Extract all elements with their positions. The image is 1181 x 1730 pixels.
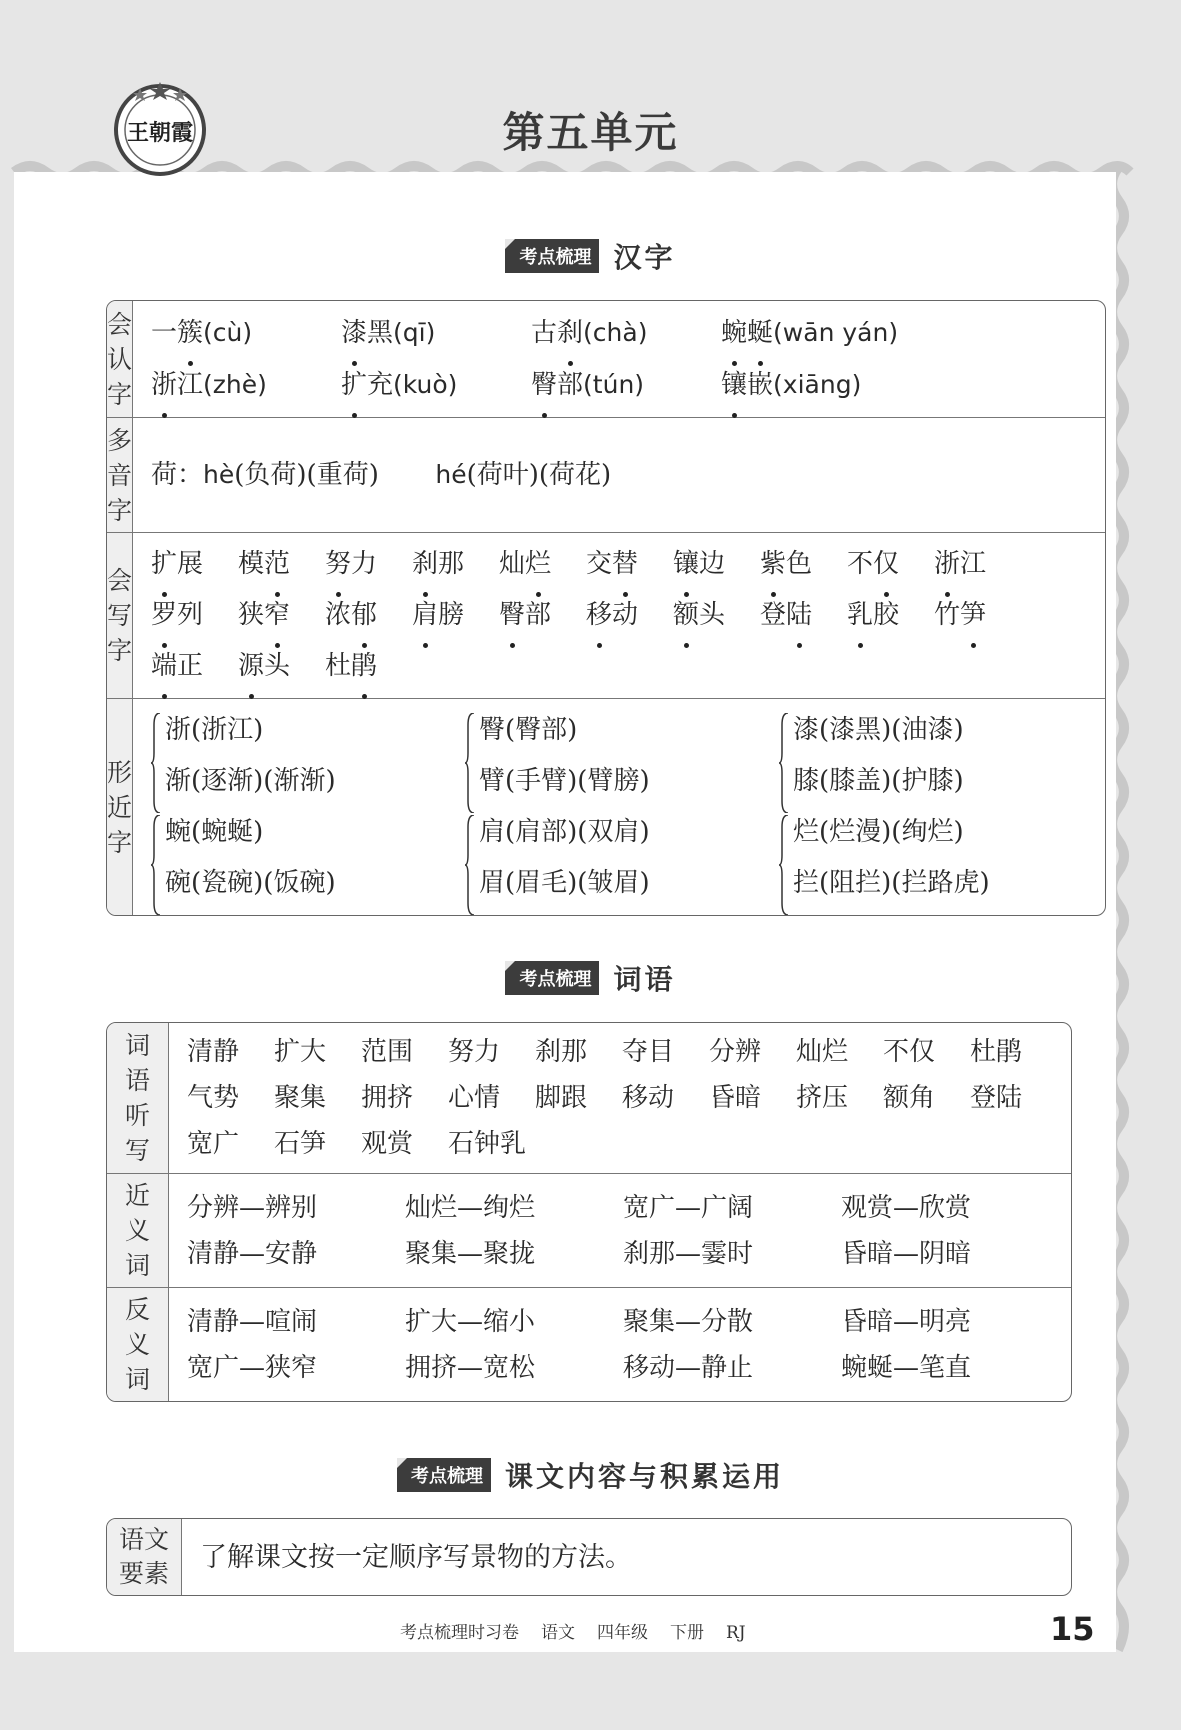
- similar-char-line: 臂(手臂)(臂膀): [479, 766, 650, 796]
- char: 臀: [499, 590, 525, 641]
- ciyu-table: [106, 1022, 1072, 1402]
- recognize-word: [341, 307, 531, 359]
- pair-row: [187, 1299, 1059, 1345]
- char: 范: [264, 539, 290, 590]
- similar-char-group: [779, 807, 1093, 909]
- synonym-pair: 灿烂—绚烂: [405, 1192, 536, 1223]
- dictation-word: 脚跟: [535, 1083, 588, 1113]
- char: 扩: [151, 539, 177, 590]
- char: 浙: [151, 360, 177, 411]
- row-label: 会 写 字: [107, 532, 133, 698]
- logo-text: 王朝霞: [126, 120, 194, 146]
- write-word: [847, 590, 934, 641]
- write-word: [934, 590, 1021, 641]
- section-title: 课文内容与积累运用: [504, 1460, 784, 1493]
- char: 江: [960, 549, 987, 579]
- dictation-word: 努力: [448, 1037, 501, 1067]
- antonym-pair: 蜿蜒—笔直: [841, 1352, 972, 1383]
- pair-row: [187, 1231, 1059, 1277]
- dictation-word: 石钟乳: [448, 1129, 527, 1159]
- word-row: [151, 359, 1093, 411]
- group-row: [151, 705, 1093, 807]
- char: 竹: [934, 600, 961, 630]
- similar-char-line: 肩(肩部)(双肩): [479, 817, 650, 847]
- write-word: [325, 641, 412, 692]
- row-label: 多 音 字: [107, 417, 133, 532]
- char: 刹: [557, 308, 583, 359]
- char: 臀: [531, 360, 557, 411]
- char: 替: [612, 539, 638, 590]
- row-xingjinzi: [107, 698, 1105, 915]
- dictation-word: 登陆: [970, 1083, 1023, 1113]
- pinyin: (chà): [583, 318, 648, 347]
- recognize-word: [151, 359, 341, 411]
- brace-icon: [779, 713, 789, 813]
- similar-char-line: 臀(臀部): [479, 715, 578, 745]
- char: 刹: [412, 539, 438, 590]
- char: 杜: [325, 651, 352, 681]
- write-word: [934, 539, 1021, 590]
- char: 镶: [673, 539, 699, 590]
- dictation-word: 宽广: [187, 1129, 240, 1159]
- write-word: [151, 641, 238, 692]
- xingjinzi-content: [133, 698, 1105, 915]
- section-header-hanzi: [0, 236, 1181, 276]
- dictation-word: 杜鹃: [970, 1037, 1023, 1067]
- recognize-word: [721, 359, 861, 411]
- char: 一: [151, 318, 178, 348]
- dictation-word: 范围: [361, 1037, 414, 1067]
- row-label: 语文 要素: [107, 1519, 182, 1595]
- footer-book: 考点梳理时习卷: [400, 1623, 519, 1643]
- section-title: 词语: [613, 963, 676, 996]
- synonym-pair: 昏暗—阴暗: [841, 1238, 972, 1269]
- char: 移: [586, 590, 612, 641]
- char: 蜒: [747, 308, 773, 359]
- similar-char-group: [465, 807, 779, 909]
- similar-char-line: 膝(膝盖)(护膝): [793, 766, 964, 796]
- char: 笋: [960, 590, 986, 641]
- pinyin: (xiāng): [773, 370, 862, 399]
- page-number: 15: [1050, 1610, 1095, 1648]
- char: 头: [264, 651, 291, 681]
- char: 鹃: [351, 641, 377, 692]
- similar-char-line: 烂(烂漫)(绚烂): [793, 817, 964, 847]
- huirenzi-content: [133, 301, 1105, 417]
- antonym-pair: 宽广—狭窄: [187, 1352, 318, 1383]
- kewen-table: [106, 1518, 1072, 1596]
- similar-char-line: 漆(漆黑)(油漆): [793, 715, 964, 745]
- similar-char-group: [465, 705, 779, 807]
- write-word: [412, 539, 499, 590]
- char: 烂: [525, 539, 551, 590]
- similar-char-group: [151, 705, 465, 807]
- dictation-word: 气势: [187, 1083, 240, 1113]
- char: 罗: [151, 590, 177, 641]
- footer: [400, 1618, 768, 1643]
- antonym-pair: 扩大—缩小: [405, 1306, 536, 1337]
- antonym-pair: 聚集—分散: [623, 1306, 754, 1337]
- dictation-word: 拥挤: [361, 1083, 414, 1113]
- pinyin: (kuò): [393, 370, 458, 399]
- pinyin: (zhè): [203, 370, 267, 399]
- write-word: [412, 590, 499, 641]
- pinyin: (qī): [393, 318, 436, 347]
- char: 浙: [934, 539, 960, 590]
- row-huirenzi: [107, 301, 1105, 417]
- antonym-pair: 拥挤—宽松: [405, 1352, 536, 1383]
- pinyin: (cù): [203, 318, 253, 347]
- synonym-pair: 刹那—霎时: [623, 1238, 754, 1269]
- section-tag: 考点梳理: [505, 239, 599, 273]
- char: 仅: [873, 539, 899, 590]
- brace-icon: [779, 815, 789, 915]
- recognize-word: [151, 307, 341, 359]
- write-word: [325, 590, 412, 641]
- antonym-pair: 清静—喧闹: [187, 1306, 318, 1337]
- similar-char-group: [151, 807, 465, 909]
- hanzi-table: [106, 300, 1106, 916]
- char: 源: [238, 641, 264, 692]
- dictation-word: 昏暗: [709, 1083, 762, 1113]
- char: 蜿: [721, 308, 747, 359]
- char: 嵌: [747, 370, 774, 400]
- dictation-word: 扩大: [274, 1037, 327, 1067]
- word-row: [187, 1075, 1059, 1121]
- synonym-pair: 观赏—欣赏: [841, 1192, 972, 1223]
- char: 郁: [351, 590, 377, 641]
- dictation-word: 不仅: [883, 1037, 936, 1067]
- char: 漆: [341, 308, 367, 359]
- fanyici-content: [169, 1287, 1071, 1401]
- char: 胶: [873, 600, 900, 630]
- section-tag: 考点梳理: [397, 1458, 491, 1492]
- char: 灿: [499, 549, 526, 579]
- write-word: [760, 539, 847, 590]
- polyphone-char: 荷：: [151, 460, 204, 490]
- write-word: [325, 539, 412, 590]
- footer-grade: 四年级: [597, 1623, 648, 1643]
- char: 端: [151, 641, 177, 692]
- word-row: [151, 539, 1093, 590]
- recognize-word: [721, 307, 898, 359]
- similar-char-line: 碗(瓷碗)(饭碗): [165, 868, 336, 898]
- footer-edition: RJ: [726, 1623, 746, 1643]
- dictation-word: 挤压: [796, 1083, 849, 1113]
- char: 膀: [438, 600, 465, 630]
- row-huixiezi: [107, 532, 1105, 698]
- similar-char-line: 蜿(蜿蜒): [165, 817, 264, 847]
- write-word: [847, 539, 934, 590]
- dictation-word: 聚集: [274, 1083, 327, 1113]
- section-header-kewen: [0, 1455, 1181, 1495]
- char: 动: [612, 600, 639, 630]
- char: 色: [786, 549, 813, 579]
- similar-char-line: 眉(眉毛)(皱眉): [479, 868, 650, 898]
- write-word: [586, 590, 673, 641]
- char: 头: [699, 600, 726, 630]
- brace-icon: [151, 713, 161, 813]
- dictation-word: 灿烂: [796, 1037, 849, 1067]
- char: 那: [438, 549, 465, 579]
- row-duoyinzi: [107, 417, 1105, 532]
- word-row: [187, 1029, 1059, 1075]
- write-word: [238, 641, 325, 692]
- dictation-word: 心情: [448, 1083, 501, 1113]
- row-tingxie: [107, 1023, 1071, 1173]
- section-title: 汉字: [613, 241, 676, 274]
- brace-icon: [465, 713, 475, 813]
- char: 扩: [341, 360, 367, 411]
- unit-title: 第五单元: [502, 108, 679, 157]
- char: 模: [238, 549, 265, 579]
- words-1: (负荷)(重荷): [234, 460, 379, 490]
- similar-char-group: [779, 705, 1093, 807]
- dictation-word: 额角: [883, 1083, 936, 1113]
- char: 列: [177, 600, 204, 630]
- pair-row: [187, 1345, 1059, 1391]
- char: 乳: [847, 590, 873, 641]
- word-row: [187, 1121, 1059, 1167]
- reading-2: hé: [435, 460, 467, 489]
- row-label: 词 语 听 写: [107, 1023, 169, 1173]
- word-row: [151, 590, 1093, 641]
- write-word: [238, 590, 325, 641]
- words-2: (荷叶)(荷花): [466, 460, 612, 490]
- duoyinzi-content: [133, 417, 1105, 532]
- section-tag: 考点梳理: [505, 961, 599, 995]
- pinyin: (tún): [583, 370, 645, 399]
- jinyici-content: [169, 1173, 1071, 1287]
- char: 额: [673, 590, 699, 641]
- row-label: 反 义 词: [107, 1287, 169, 1401]
- write-word: [673, 539, 760, 590]
- huixiezi-content: [133, 532, 1105, 698]
- dictation-word: 移动: [622, 1083, 675, 1113]
- antonym-pair: 移动—静止: [623, 1352, 754, 1383]
- char: 狭: [238, 600, 265, 630]
- char: 交: [586, 549, 613, 579]
- similar-char-line: 渐(逐渐)(渐渐): [165, 766, 336, 796]
- dictation-word: 石笋: [274, 1129, 327, 1159]
- antonym-pair: 昏暗—明亮: [841, 1306, 972, 1337]
- char: 边: [699, 549, 726, 579]
- char: 展: [177, 549, 204, 579]
- char: 江: [177, 370, 204, 400]
- write-word: [151, 539, 238, 590]
- char: 部: [557, 370, 584, 400]
- char: 不: [847, 549, 874, 579]
- write-word: [499, 590, 586, 641]
- write-word: [586, 539, 673, 590]
- row-fanyici: [107, 1287, 1071, 1401]
- char: 簇: [177, 308, 203, 359]
- write-word: [499, 539, 586, 590]
- similar-char-line: 拦(阻拦)(拦路虎): [793, 868, 990, 898]
- synonym-pair: 清静—安静: [187, 1238, 318, 1269]
- word-row: [151, 641, 1093, 692]
- char: 镶: [721, 360, 747, 411]
- dictation-word: 夺目: [622, 1037, 675, 1067]
- char: 登: [760, 600, 787, 630]
- char: 浓: [325, 600, 352, 630]
- dictation-word: 分辨: [709, 1037, 762, 1067]
- synonym-pair: 聚集—聚拢: [405, 1238, 536, 1269]
- row-label: 会 认 字: [107, 301, 133, 417]
- char: 充: [367, 370, 394, 400]
- recognize-word: [531, 359, 721, 411]
- pinyin: (wān yán): [773, 318, 899, 347]
- footer-subject: 语文: [541, 1623, 575, 1643]
- row-label: 形 近 字: [107, 698, 133, 915]
- pair-row: [187, 1185, 1059, 1231]
- char: 正: [177, 651, 204, 681]
- row-label: 近 义 词: [107, 1173, 169, 1287]
- write-word: [673, 590, 760, 641]
- write-word: [238, 539, 325, 590]
- char: 部: [525, 600, 552, 630]
- synonym-pair: 分辨—辨别: [187, 1192, 318, 1223]
- group-row: [151, 807, 1093, 909]
- synonym-pair: 宽广—广阔: [623, 1192, 754, 1223]
- brace-icon: [151, 815, 161, 915]
- recognize-word: [531, 307, 721, 359]
- char: 努: [325, 539, 351, 590]
- char: 黑: [367, 318, 394, 348]
- recognize-word: [341, 359, 531, 411]
- char: 陆: [786, 590, 812, 641]
- reading-1: hè: [203, 460, 235, 489]
- char: 窄: [264, 590, 290, 641]
- dictation-word: 观赏: [361, 1129, 414, 1159]
- row-yuwen-yaosu: [107, 1519, 1071, 1595]
- char: 紫: [760, 539, 786, 590]
- tingxie-content: [169, 1023, 1071, 1173]
- dictation-word: 刹那: [535, 1037, 588, 1067]
- footer-term: 下册: [670, 1623, 704, 1643]
- write-word: [151, 590, 238, 641]
- dictation-word: 清静: [187, 1037, 240, 1067]
- char: 肩: [412, 590, 438, 641]
- word-row: [151, 307, 1093, 359]
- similar-char-line: 浙(浙江): [165, 715, 264, 745]
- kewen-content: 了解课文按一定顺序写景物的方法。: [200, 1541, 632, 1573]
- char: 古: [531, 318, 558, 348]
- brace-icon: [465, 815, 475, 915]
- write-word: [760, 590, 847, 641]
- char: 力: [351, 549, 378, 579]
- row-jinyici: [107, 1173, 1071, 1287]
- section-header-ciyu: [0, 958, 1181, 998]
